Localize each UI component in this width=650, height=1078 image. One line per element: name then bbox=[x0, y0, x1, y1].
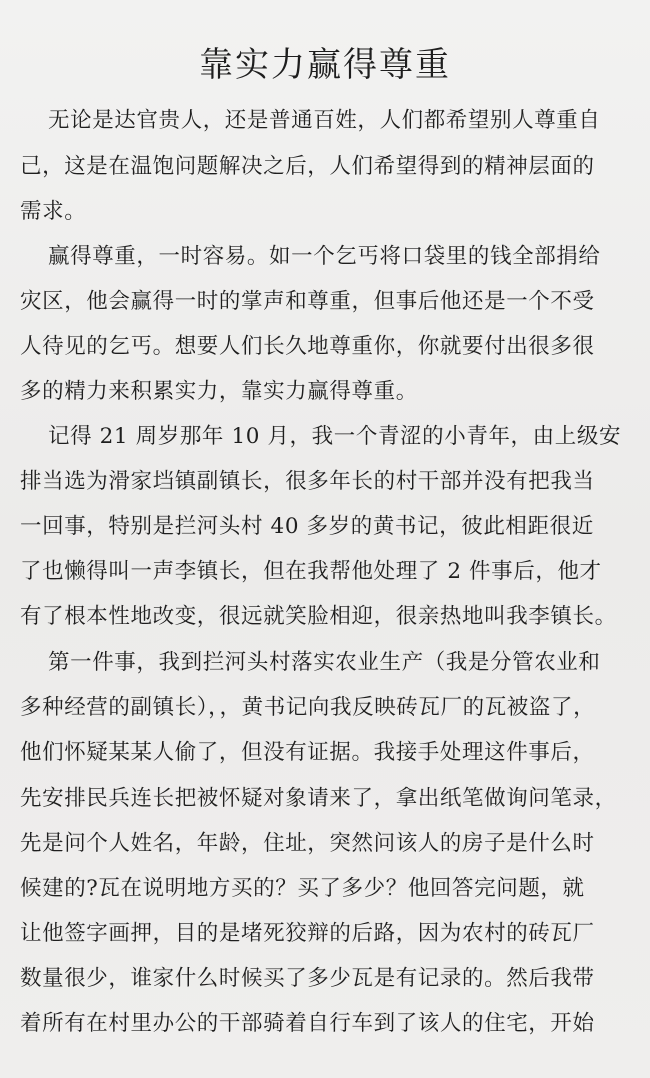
text-line: 第一件事，我到拦河头村落实农业生产（我是分管农业和 bbox=[48, 650, 601, 675]
text-line: 着所有在村里办公的干部骑着自行车到了该人的住宅，开始 bbox=[20, 1011, 595, 1036]
article-title: 靠实力赢得尊重 bbox=[199, 45, 451, 85]
text-line: 候建的?瓦在说明地方买的？买了多少？他回答完问题，就 bbox=[20, 876, 585, 901]
text-line: 记得 21 周岁那年 10 月，我一个青涩的小青年，由上级安 bbox=[48, 424, 622, 449]
text-line: 了也懒得叫一声李镇长，但在我帮他处理了 2 件事后，他才 bbox=[20, 559, 602, 584]
text-line: 灾区，他会赢得一时的掌声和尊重，但事后他还是一个不受 bbox=[20, 289, 595, 314]
text-line: 排当选为滑家垱镇副镇长，很多年长的村干部并没有把我当 bbox=[20, 469, 595, 494]
text-line: 需求。 bbox=[20, 199, 87, 224]
text-line: 赢得尊重，一时容易。如一个乞丐将口袋里的钱全部捐给 bbox=[48, 244, 601, 269]
text-line: 人待见的乞丐。想要人们长久地尊重你，你就要付出很多很 bbox=[20, 334, 595, 359]
text-line: 多的精力来积累实力，靠实力赢得尊重。 bbox=[20, 379, 418, 404]
text-line: 无论是达官贵人，还是普通百姓，人们都希望别人尊重自 bbox=[48, 108, 601, 133]
text-line: 数量很少，谁家什么时候买了多少瓦是有记录的。然后我带 bbox=[20, 966, 595, 991]
text-line: 有了根本性地改变，很远就笑脸相迎，很亲热地叫我李镇长。 bbox=[20, 604, 617, 629]
text-line: 他们怀疑某某人偷了，但没有证据。我接手处理这件事后， bbox=[20, 740, 595, 765]
text-line: 让他签字画押，目的是堵死狡辩的后路，因为农村的砖瓦厂 bbox=[20, 921, 595, 946]
text-line: 先是问个人姓名，年龄，住址，突然问该人的房子是什么时 bbox=[20, 831, 595, 856]
text-line: 一回事，特别是拦河头村 40 多岁的黄书记，彼此相距很近 bbox=[20, 514, 594, 539]
text-line: 己，这是在温饱问题解决之后，人们希望得到的精神层面的 bbox=[20, 154, 595, 179]
text-line: 多种经营的副镇长），，黄书记向我反映砖瓦厂的瓦被盗了， bbox=[20, 695, 596, 720]
text-line: 先安排民兵连长把被怀疑对象请来了，拿出纸笔做询问笔录， bbox=[20, 786, 617, 811]
